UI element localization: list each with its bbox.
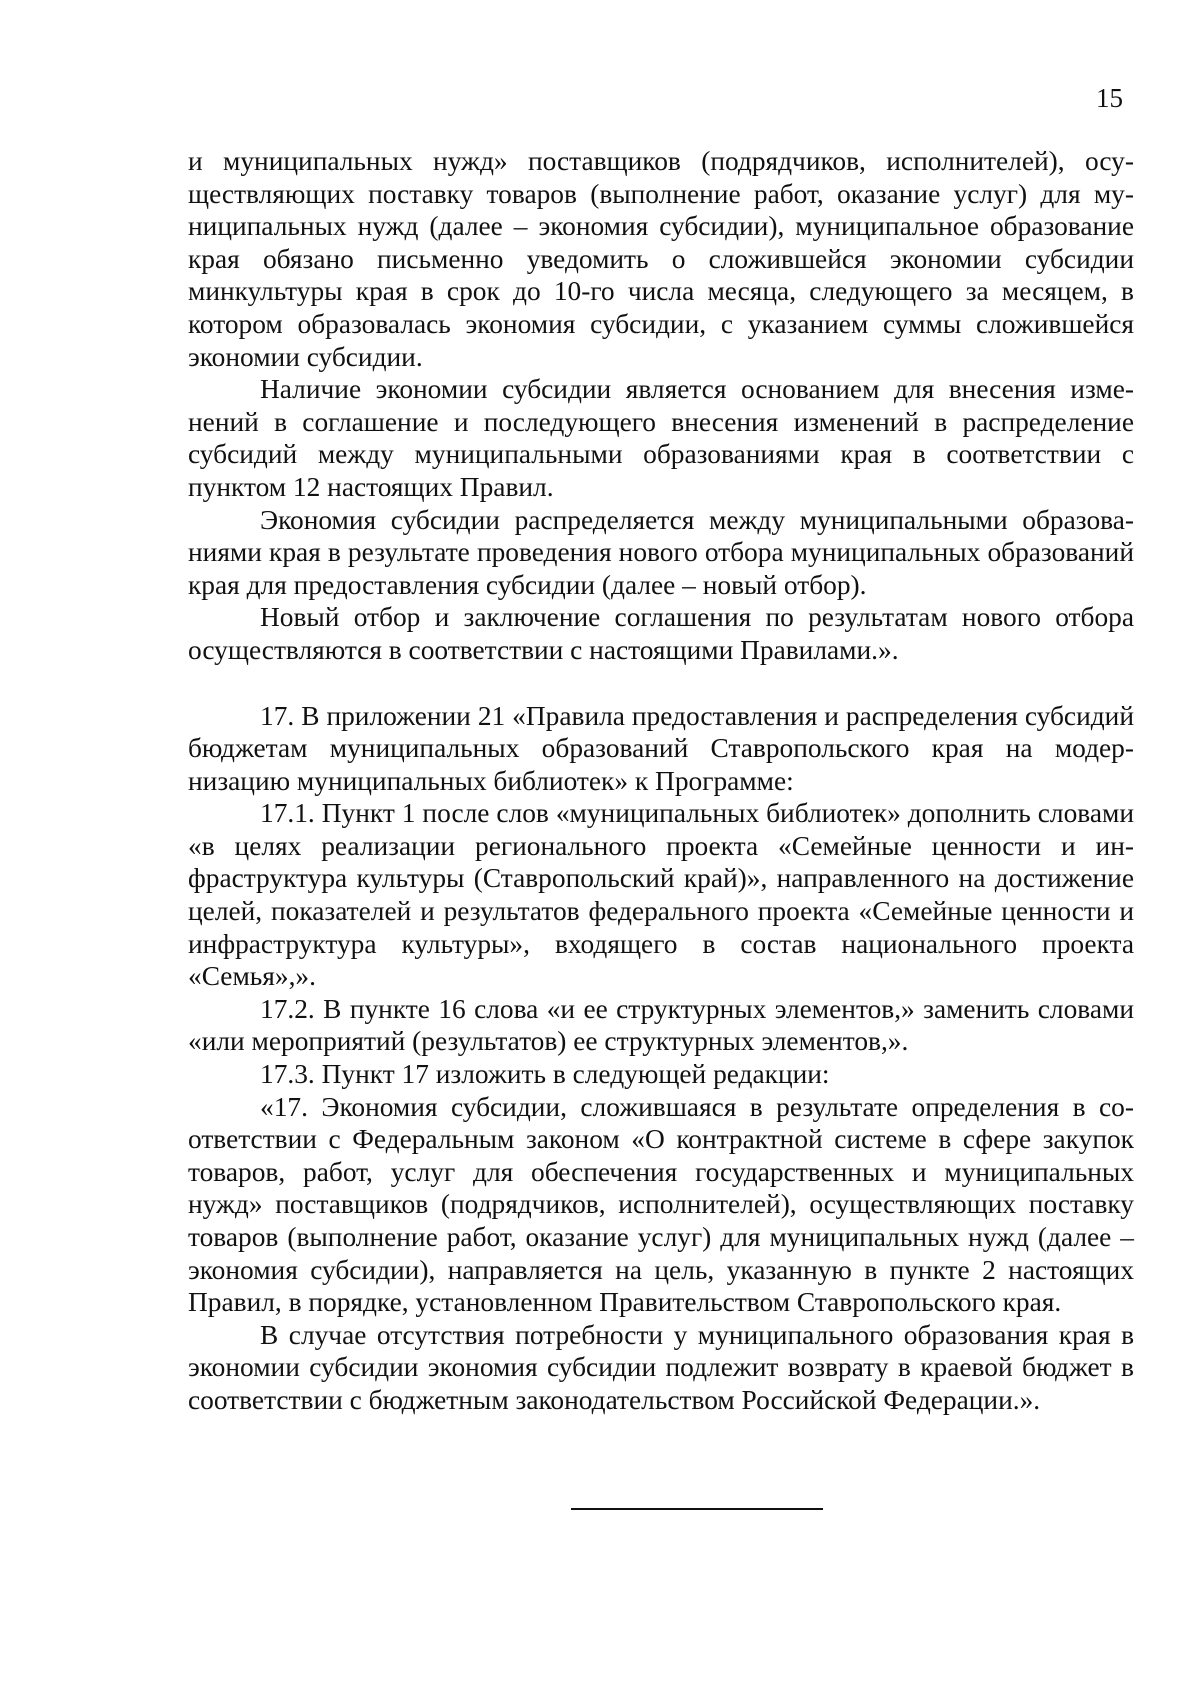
page-number: 15 [1096, 83, 1123, 113]
paragraph-item-17-3: 17.3. Пункт 17 изложить в следующей редакции: [260, 1059, 830, 1090]
paragraph-item-17-2: 17.2. В пункте 16 слова «и ее структурных элементов,» заменить словами «или мероприятий (результатов) ее структурных элементов,». [188, 993, 1134, 1057]
paragraph-item-17-1: 17.1. Пункт 1 после слов «муниципальных библиотек» дополнить словами «в целях реализации регионального проекта «Семейные ценности и инфраструктура культуры (Ставропольский край)», направленного на достижение целей, показателей и результатов федерального проекта «Семейные ценности и инфраструктура культуры», входящего в состав национального проекта «Семья»,». [188, 798, 1134, 992]
paragraph-new-clause-17-return: В случае отсутствия потребности у муниципального образования края в экономии субсидии экономия субсидии подлежит возврату в краевой бюджет в соответствии с бюджетным законодательством Российской Федерации.». [188, 1319, 1134, 1415]
document-body [188, 145, 1134, 1417]
paragraph-new-clause-17: «17. Экономия субсидии, сложившаяся в результате определения в соответствии с Федеральным законом «О контрактной системе в сфере закупок товаров, работ, услуг для обеспечения государственных и муниципальных нужд» поставщиков (подрядчиков, исполнителей), осуществляющих поставку товаров (выполнение работ, оказание услуг) для муниципальных нужд (далее – экономия субсидии), направляется на цель, указанную в пункте 2 настоящих Правил, в порядке, установленном Правительством Ставропольского края. [188, 1091, 1134, 1318]
end-divider [571, 1508, 823, 1510]
paragraph-continuation: и муниципальных нужд» поставщиков (подрядчиков, исполнителей), осуществляющих поставку товаров (выполнение работ, оказание услуг) для муниципальных нужд (далее – экономия субсидии), муниципальное образование края обязано письменно уведомить о сложившейся экономии субсидии минкультуры края в срок до 10-го числа месяца, следующего за месяцем, в котором образовалась экономия субсидии, с указанием суммы сложившейся экономии субсидии. [188, 146, 1134, 372]
paragraph-new-selection: Новый отбор и заключение соглашения по результатам нового отбора осуществляются в соответствии с настоящими Правилами.». [188, 602, 1134, 665]
paragraph-item-17: 17. В приложении 21 «Правила предоставления и распределения субсидий бюджетам муниципальных образований Ставропольского края на модернизацию муниципальных библиотек» к Программе: [188, 700, 1134, 796]
paragraph-economy-distribution: Экономия субсидии распределяется между муниципальными образованиями края в результате проведения нового отбора муниципальных образований края для предоставления субсидии (далее – новый отбор). [188, 504, 1134, 600]
paragraph-economy-basis: Наличие экономии субсидии является основанием для внесения изменений в соглашение и последующего внесения изменений в распределение субсидий между муниципальными образованиями края в соответствии с пунктом 12 настоящих Правил. [188, 374, 1134, 502]
